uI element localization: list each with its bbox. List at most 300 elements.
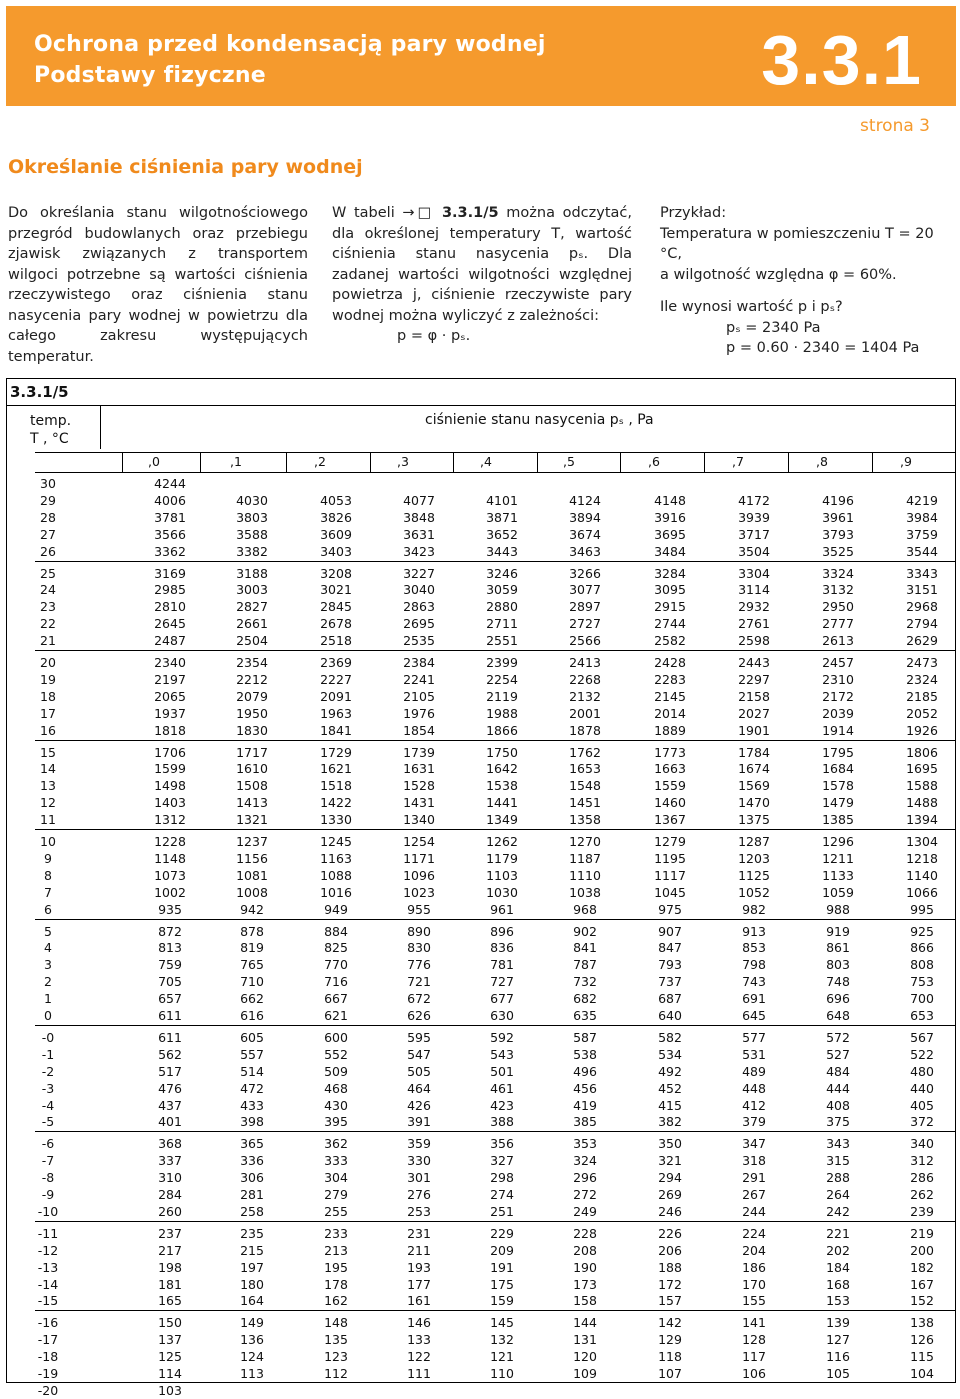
pressure-cell: 159 (490, 1293, 514, 1309)
pressure-cell: 2227 (320, 671, 352, 687)
pressure-cell: 4219 (906, 492, 938, 508)
pressure-cell: 175 (490, 1276, 514, 1292)
pressure-cell: 781 (490, 957, 514, 973)
pressure-cell: 1706 (154, 744, 186, 760)
temp-cell: -8 (41, 1170, 55, 1186)
temp-cell: 22 (40, 616, 56, 632)
pressure-cell: 700 (910, 991, 934, 1007)
pressure-cell: 3609 (320, 526, 352, 542)
pressure-cell: 3266 (569, 565, 601, 581)
pressure-cell: 3362 (154, 543, 186, 559)
pressure-cell: 2027 (738, 705, 770, 721)
pressure-cell: 2551 (486, 633, 518, 649)
header-bar (6, 6, 956, 106)
pressure-cell: 226 (658, 1225, 682, 1241)
pressure-cell: 448 (742, 1080, 766, 1096)
pressure-cell: 1296 (822, 834, 854, 849)
section-number: 3.3.1 (761, 21, 922, 99)
pressure-cell: 1237 (236, 834, 268, 849)
pressure-cell: 3674 (569, 526, 601, 542)
pressure-cell: 3871 (486, 509, 518, 525)
pressure-cell: 1156 (236, 850, 268, 866)
pressure-cell: 237 (158, 1225, 182, 1241)
pressure-cell: 919 (826, 923, 850, 939)
pressure-cell: 716 (324, 974, 348, 990)
pressure-cell: 517 (158, 1063, 182, 1079)
pressure-cell: 935 (158, 901, 182, 917)
temp-cell: -7 (41, 1153, 55, 1169)
pressure-cell: 1729 (320, 744, 352, 760)
pressure-cell: 3484 (654, 543, 686, 559)
pressure-cell: 1163 (320, 850, 352, 866)
explanation-prefix: W tabeli →□ (332, 205, 442, 221)
pressure-cell: 1422 (320, 795, 352, 811)
pressure-cell: 2340 (154, 655, 186, 670)
pressure-cell: 426 (407, 1097, 431, 1113)
pressure-cell: 1228 (154, 834, 186, 849)
pressure-cell: 395 (324, 1114, 348, 1130)
column-header: ,2 (314, 454, 326, 469)
pressure-cell: 2613 (822, 633, 854, 649)
pressure-cell: 193 (407, 1259, 431, 1275)
pressure-cell: 337 (158, 1153, 182, 1169)
pressure-cell: 765 (240, 957, 264, 973)
pressure-cell: 333 (324, 1153, 348, 1169)
pressure-cell: 105 (826, 1366, 850, 1381)
pressure-cell: 284 (158, 1187, 182, 1202)
pressure-cell: 464 (407, 1080, 431, 1096)
pressure-cell: 253 (407, 1203, 431, 1219)
pressure-cell: 118 (658, 1349, 682, 1365)
pressure-cell: 1088 (320, 867, 352, 883)
pressure-cell: 211 (407, 1242, 431, 1258)
pressure-cell: 587 (573, 1029, 597, 1045)
pressure-cell: 1287 (738, 834, 770, 849)
column-headers (0, 452, 960, 472)
pressure-cell: 4244 (154, 476, 186, 491)
pressure-cell: 172 (658, 1276, 682, 1292)
pressure-cell: 112 (324, 1366, 348, 1381)
temp-header (30, 412, 71, 448)
pressure-cell: 1739 (403, 744, 435, 760)
pressure-cell: 206 (658, 1242, 682, 1258)
pressure-cell: 137 (158, 1332, 182, 1348)
column-separator (537, 452, 538, 472)
pressure-cell: 1045 (654, 884, 686, 900)
pressure-cell: 129 (658, 1332, 682, 1348)
pressure-cell: 557 (240, 1046, 264, 1062)
temp-cell: -13 (37, 1259, 59, 1275)
pressure-cell: 1717 (236, 744, 268, 760)
pressure-cell: 3443 (486, 543, 518, 559)
pressure-cell: 547 (407, 1046, 431, 1062)
pressure-cell: 3324 (822, 565, 854, 581)
pressure-cell: 109 (573, 1366, 597, 1381)
table-divider (100, 406, 101, 449)
pressure-cell: 531 (742, 1046, 766, 1062)
pressure-cell: 111 (407, 1366, 431, 1381)
pressure-cell: 343 (826, 1136, 850, 1152)
pressure-cell: 1451 (569, 795, 601, 811)
pressure-cell: 2185 (906, 688, 938, 704)
column-separator (872, 452, 873, 472)
pressure-cell: 2915 (654, 599, 686, 615)
pressure-cell: 401 (158, 1114, 182, 1130)
explanation-column (332, 203, 632, 347)
pressure-cell: 2197 (154, 671, 186, 687)
pressure-cell: 3003 (236, 582, 268, 598)
pressure-cell: 543 (490, 1046, 514, 1062)
pressure-cell: 776 (407, 957, 431, 973)
column-separator (370, 452, 371, 472)
pressure-cell: 1795 (822, 744, 854, 760)
temp-cell: 7 (44, 884, 52, 900)
column-header: ,4 (480, 454, 492, 469)
pressure-cell: 124 (240, 1349, 264, 1365)
pressure-cell: 1279 (654, 834, 686, 849)
pressure-cell: 138 (910, 1315, 934, 1331)
pressure-cell: 2001 (569, 705, 601, 721)
group-divider (35, 650, 956, 651)
temp-header-line1: temp. (30, 413, 72, 429)
temp-cell: 0 (44, 1008, 52, 1023)
pressure-cell: 2354 (236, 655, 268, 670)
pressure-cell: 1621 (320, 761, 352, 777)
pressure-cell: 2897 (569, 599, 601, 615)
pressure-cell: 195 (324, 1259, 348, 1275)
pressure-cell: 1312 (154, 812, 186, 828)
pressure-cell: 3132 (822, 582, 854, 598)
pressure-cell: 398 (240, 1114, 264, 1130)
pressure-cell: 136 (240, 1332, 264, 1348)
pressure-cell: 1784 (738, 744, 770, 760)
pressure-cell: 408 (826, 1097, 850, 1113)
pressure-cell: 405 (910, 1097, 934, 1113)
pressure-cell: 1695 (906, 761, 938, 777)
explanation-body: można odczytać, dla określonej temperatury T, wartość ciśnienia stanu nasycenia pₛ. Dla zadanej wartości wilgotności względnej powietrza j, ciśnienie rzeczywiste pary wodnej można wyliczyć z zależności: (332, 205, 632, 324)
pressure-cell: 961 (490, 901, 514, 917)
pressure-cell: 770 (324, 957, 348, 973)
pressure-cell: 3961 (822, 509, 854, 525)
section-title: Określanie ciśnienia pary wodnej (8, 156, 363, 178)
pressure-cell: 1479 (822, 795, 854, 811)
pressure-cell: 4196 (822, 492, 854, 508)
pressure-cell: 793 (658, 957, 682, 973)
pressure-cell: 732 (573, 974, 597, 990)
pressure-cell: 884 (324, 923, 348, 939)
pressure-cell: 219 (910, 1225, 934, 1241)
pressure-cell: 229 (490, 1225, 514, 1241)
pressure-cell: 353 (573, 1136, 597, 1152)
pressure-cell: 2324 (906, 671, 938, 687)
pressure-cell: 221 (826, 1225, 850, 1241)
pressure-cell: 1270 (569, 834, 601, 849)
pressure-cell: 1203 (738, 850, 770, 866)
pressure-cell: 505 (407, 1063, 431, 1079)
pressure-cell: 787 (573, 957, 597, 973)
pressure-cell: 182 (910, 1259, 934, 1275)
pressure-cell: 4030 (236, 492, 268, 508)
pressure-cell: 440 (910, 1080, 934, 1096)
pressure-cell: 1878 (569, 722, 601, 738)
pressure-cell: 133 (407, 1332, 431, 1348)
pressure-cell: 3826 (320, 509, 352, 525)
pressure-cell: 110 (490, 1366, 514, 1381)
pressure-cell: 803 (826, 957, 850, 973)
pressure-cell: 527 (826, 1046, 850, 1062)
pressure-cell: 1218 (906, 850, 938, 866)
pressure-cell: 191 (490, 1259, 514, 1275)
pressure-cell: 121 (490, 1349, 514, 1365)
pressure-cell: 1518 (320, 778, 352, 794)
pressure-cell: 847 (658, 940, 682, 956)
pressure-cell: 161 (407, 1293, 431, 1309)
pressure-cell: 279 (324, 1187, 348, 1202)
pressure-cell: 103 (158, 1382, 182, 1398)
pressure-cell: 215 (240, 1242, 264, 1258)
pressure-cell: 336 (240, 1153, 264, 1169)
pressure-cell: 180 (240, 1276, 264, 1292)
pressure-cell: 141 (742, 1315, 766, 1331)
pressure-cell: 107 (658, 1366, 682, 1381)
pressure-cell: 4148 (654, 492, 686, 508)
pressure-cell: 2369 (320, 655, 352, 670)
pressure-cell (892, 1382, 952, 1399)
pressure-cell: 489 (742, 1063, 766, 1079)
pressure-cell: 120 (573, 1349, 597, 1365)
pressure-cell: 988 (826, 901, 850, 917)
pressure-cell: 3095 (654, 582, 686, 598)
pressure-cell: 1367 (654, 812, 686, 828)
pressure-cell: 3759 (906, 526, 938, 542)
pressure-cell: 385 (573, 1114, 597, 1130)
pressure-cell: 626 (407, 1008, 431, 1023)
pressure-cell: 368 (158, 1136, 182, 1152)
pressure-cell: 472 (240, 1080, 264, 1096)
pressure-cell: 621 (324, 1008, 348, 1023)
pressure-cell: 1394 (906, 812, 938, 828)
pressure-cell: 128 (742, 1332, 766, 1348)
pressure-cell: 2880 (486, 599, 518, 615)
pressure-cell: 204 (742, 1242, 766, 1258)
group-divider (35, 829, 956, 830)
pressure-cell: 890 (407, 923, 431, 939)
pressure-cell: 753 (910, 974, 934, 990)
pressure-cell: 1171 (403, 850, 435, 866)
pressure-cell: 186 (742, 1259, 766, 1275)
temp-cell: -6 (41, 1136, 55, 1152)
pressure-cell: 1403 (154, 795, 186, 811)
pressure-cell: 150 (158, 1315, 182, 1331)
pressure-cell: 861 (826, 940, 850, 956)
pressure-cell: 925 (910, 923, 934, 939)
pressure-cell: 1125 (738, 867, 770, 883)
pressure-cell: 1588 (906, 778, 938, 794)
pressure-cell: 1528 (403, 778, 435, 794)
pressure-cell: 653 (910, 1008, 934, 1023)
pressure-cell: 2212 (236, 671, 268, 687)
pressure-cell: 144 (573, 1315, 597, 1331)
pressure-cell: 242 (826, 1203, 850, 1219)
pressure-cell: 562 (158, 1046, 182, 1062)
pressure-cell: 208 (573, 1242, 597, 1258)
pressure-cell: 200 (910, 1242, 934, 1258)
pressure-cell: 117 (742, 1349, 766, 1365)
group-divider (35, 1310, 956, 1311)
temp-cell: 12 (40, 795, 56, 811)
pressure-cell: 2695 (403, 616, 435, 632)
pressure-cell: 2457 (822, 655, 854, 670)
pressure-cell: 759 (158, 957, 182, 973)
pressure-cell: 1460 (654, 795, 686, 811)
pressure-cell: 3246 (486, 565, 518, 581)
pressure-cell: 1038 (569, 884, 601, 900)
pressure-cell: 872 (158, 923, 182, 939)
pressure-cell: 3040 (403, 582, 435, 598)
column-header: ,5 (563, 454, 575, 469)
pressure-cell: 975 (658, 901, 682, 917)
pressure-cell: 3188 (236, 565, 268, 581)
pressure-cell: 635 (573, 1008, 597, 1023)
temp-cell: 24 (40, 582, 56, 598)
column-header: ,3 (397, 454, 409, 469)
pressure-cell: 468 (324, 1080, 348, 1096)
pressure-cell (222, 1382, 282, 1399)
pressure-cell (389, 1382, 449, 1399)
pressure-cell: 2297 (738, 671, 770, 687)
pressure-cell: 1110 (569, 867, 601, 883)
pressure-cell (724, 475, 784, 492)
pressure-cell: 1538 (486, 778, 518, 794)
pressure-cell: 3781 (154, 509, 186, 525)
pressure-cell: 269 (658, 1187, 682, 1202)
pressure-cell: 286 (910, 1170, 934, 1186)
pressure-cell: 281 (240, 1187, 264, 1202)
pressure-cell: 437 (158, 1097, 182, 1113)
pressure-cell: 123 (324, 1349, 348, 1365)
pressure-cell: 3525 (822, 543, 854, 559)
pressure-cell: 1008 (236, 884, 268, 900)
temp-cell: -18 (37, 1349, 59, 1365)
pressure-cell: 534 (658, 1046, 682, 1062)
pressure-cell: 167 (910, 1276, 934, 1292)
pressure-cell: 181 (158, 1276, 182, 1292)
pressure-cell: 198 (158, 1259, 182, 1275)
pressure-cell: 3059 (486, 582, 518, 598)
pressure-cell: 2052 (906, 705, 938, 721)
pressure-cell: 2566 (569, 633, 601, 649)
pressure-cell: 1901 (738, 722, 770, 738)
pressure-cell: 2172 (822, 688, 854, 704)
pressure-cell: 2254 (486, 671, 518, 687)
column-header: ,8 (816, 454, 828, 469)
pressure-cell: 2727 (569, 616, 601, 632)
pressure-cell: 116 (826, 1349, 850, 1365)
pressure-cell: 2504 (236, 633, 268, 649)
pressure-cell: 168 (826, 1276, 850, 1292)
pressure-cell: 122 (407, 1349, 431, 1365)
pressure-cell: 4006 (154, 492, 186, 508)
temp-cell: 17 (40, 705, 56, 721)
pressure-cell: 3652 (486, 526, 518, 542)
group-divider (35, 1025, 956, 1026)
temp-cell: 10 (40, 834, 56, 849)
temp-cell: 15 (40, 744, 56, 760)
pressure-cell: 2428 (654, 655, 686, 670)
pressure-cell: 1988 (486, 705, 518, 721)
pressure-cell: 1963 (320, 705, 352, 721)
pressure-cell: 306 (240, 1170, 264, 1186)
table-reference[interactable]: 3.3.1/5 (441, 205, 499, 221)
pressure-cell: 677 (490, 991, 514, 1007)
pressure-cell: 1750 (486, 744, 518, 760)
pressure-cell: 267 (742, 1187, 766, 1202)
pressure-cell: 173 (573, 1276, 597, 1292)
pressure-cell: 866 (910, 940, 934, 956)
pressure-cell: 197 (240, 1259, 264, 1275)
pressure-cell: 153 (826, 1293, 850, 1309)
pressure-cell: 149 (240, 1315, 264, 1331)
pressure-cell: 710 (240, 974, 264, 990)
pressure-cell: 1179 (486, 850, 518, 866)
column-separator (286, 452, 287, 472)
temp-cell: -20 (37, 1382, 59, 1398)
header-title-line1: Ochrona przed kondensacją pary wodnej (34, 32, 546, 57)
pressure-cell: 1631 (403, 761, 435, 777)
pressure-cell (724, 1382, 784, 1399)
pressure-cell (555, 1382, 615, 1399)
pressure-cell: 480 (910, 1063, 934, 1079)
pressure-cell: 2145 (654, 688, 686, 704)
pressure-cell: 213 (324, 1242, 348, 1258)
pressure-cell: 3793 (822, 526, 854, 542)
pressure-cell: 2473 (906, 655, 938, 670)
pressure-cell: 3717 (738, 526, 770, 542)
pressure-cell (640, 475, 700, 492)
temp-cell: 29 (40, 492, 56, 508)
temp-cell: -19 (37, 1366, 59, 1381)
pressure-cell: 202 (826, 1242, 850, 1258)
pressure-cell: 125 (158, 1349, 182, 1365)
column-separator (122, 452, 123, 472)
group-divider (35, 561, 956, 562)
pressure-cell: 825 (324, 940, 348, 956)
pressure-cell: 106 (742, 1366, 766, 1381)
pressure-cell: 955 (407, 901, 431, 917)
temp-cell: 8 (44, 867, 52, 883)
column-header: ,1 (230, 454, 242, 469)
pressure-cell: 841 (573, 940, 597, 956)
pressure-cell: 3151 (906, 582, 938, 598)
pressure-cell: 1806 (906, 744, 938, 760)
pressure-header: ciśnienie stanu nasycenia pₛ , Pa (425, 412, 654, 428)
pressure-cell: 391 (407, 1114, 431, 1130)
pressure-cell: 379 (742, 1114, 766, 1130)
temp-cell: -15 (37, 1293, 59, 1309)
pressure-cell: 3304 (738, 565, 770, 581)
pressure-cell: 2518 (320, 633, 352, 649)
temp-cell: 11 (40, 812, 56, 828)
temp-cell: 5 (44, 923, 52, 939)
pressure-cell: 509 (324, 1063, 348, 1079)
pressure-cell: 942 (240, 901, 264, 917)
pressure-cell: 157 (658, 1293, 682, 1309)
column-separator (200, 452, 201, 472)
temp-cell: -12 (37, 1242, 59, 1258)
pressure-cell: 662 (240, 991, 264, 1007)
column-separator (704, 452, 705, 472)
pressure-cell: 126 (910, 1332, 934, 1348)
